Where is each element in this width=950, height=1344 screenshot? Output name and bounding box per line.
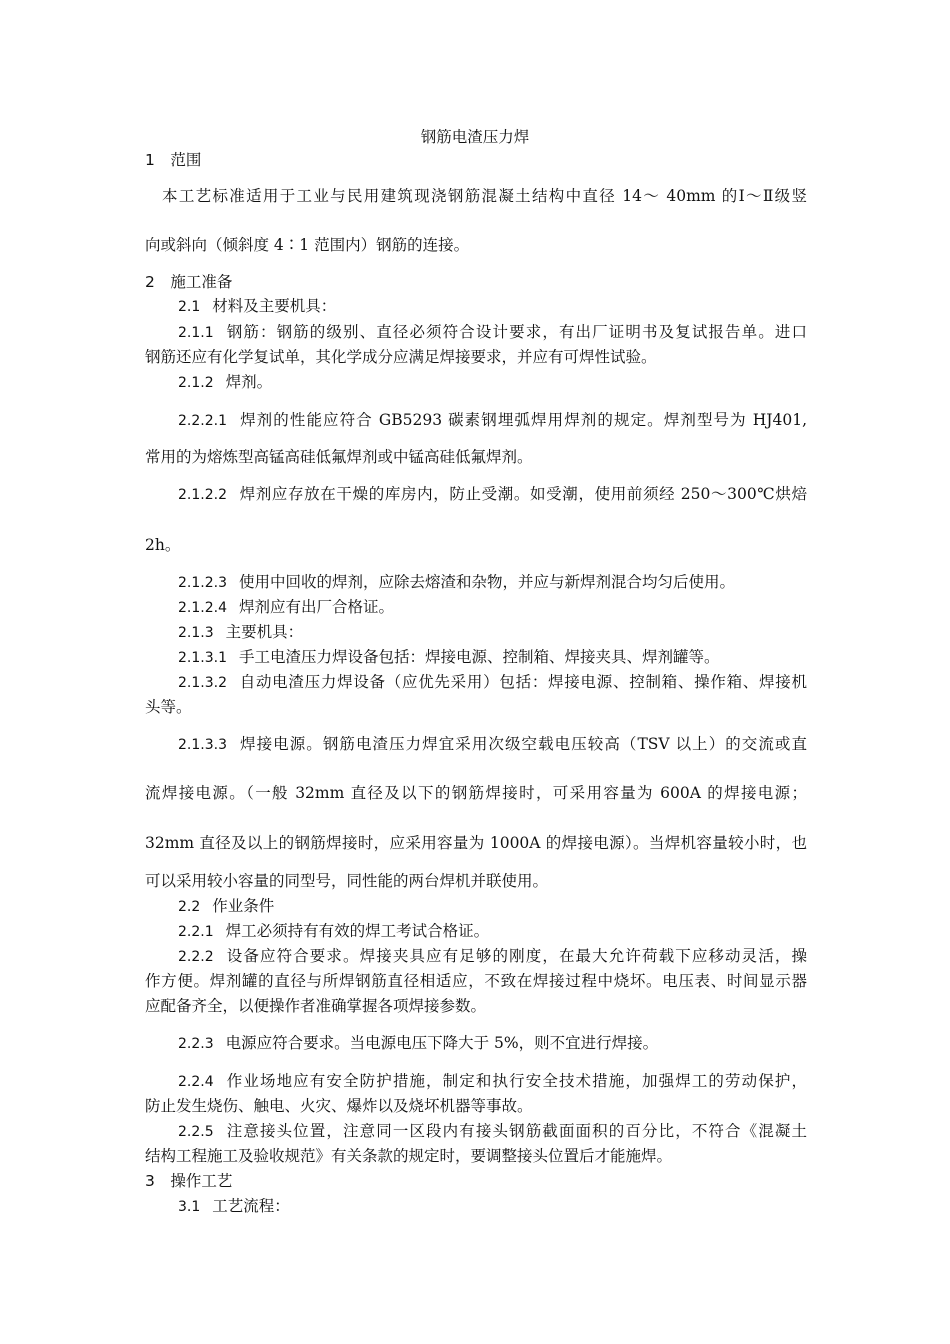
clause-text: 焊剂。 xyxy=(225,373,273,391)
clause-text: 手工电渣压力焊设备包括：焊接电源、控制箱、焊接夹具、焊剂罐等。 xyxy=(238,648,720,666)
clause-number: 2.2.4 xyxy=(178,1074,214,1090)
clause-text: 设备应符合要求。焊接夹具应有足够的刚度，在最大允许荷载下应移动灵活，操 xyxy=(225,947,807,965)
clause-2-2 xyxy=(178,896,807,917)
clause-text: 自动电渣压力焊设备（应优先采用）包括：焊接电源、控制箱、操作箱、焊接机 xyxy=(238,673,807,691)
clause-text: 主要机具： xyxy=(225,623,304,641)
clause-number: 2.1.3.1 xyxy=(178,650,227,666)
clause-2-2-5-line-1 xyxy=(178,1121,807,1142)
clause-number: 2.1 xyxy=(178,299,201,315)
clause-2-1-2-3 xyxy=(178,572,807,593)
clause-2-1-3 xyxy=(178,622,807,643)
clause-number: 2.1.3 xyxy=(178,625,214,641)
clause-2-2-2-line-3: 应配备齐全，以便操作者准确掌握各项焊接参数。 xyxy=(145,997,487,1015)
clause-number: 2.2.2 xyxy=(178,949,214,965)
clause-text: 电源应符合要求。当电源电压下降大于 5%，则不宜进行焊接。 xyxy=(225,1034,659,1052)
clause-2-1-2-4 xyxy=(178,597,807,618)
section-3-heading: 3 操作工艺 xyxy=(145,1172,233,1190)
clause-2-1-3-3-line-3: 32mm 直径及以上的钢筋焊接时，应采用容量为 1000A 的焊接电源）。当焊机容量较小时，也 xyxy=(145,834,807,852)
clause-2-1-3-3-line-2: 流焊接电源。（一般 32mm 直径及以下的钢筋焊接时，可采用容量为 600A 的焊接电源； xyxy=(145,784,807,802)
clause-text: 工艺流程： xyxy=(212,1197,290,1215)
clause-number: 2.1.3.3 xyxy=(178,737,227,753)
clause-2-1-1-line-2: 钢筋还应有化学复试单，其化学成分应满足焊接要求，并应有可焊性试验。 xyxy=(145,348,657,366)
clause-2-1-3-3-line-4: 可以采用较小容量的同型号，同性能的两台焊机并联使用。 xyxy=(145,872,549,890)
clause-2-2-2-1-line-1 xyxy=(178,410,807,431)
clause-2-2-4-line-2: 防止发生烧伤、触电、火灾、爆炸以及烧坏机器等事故。 xyxy=(145,1097,533,1115)
clause-text: 焊剂应存放在干燥的库房内，防止受潮。如受潮，使用前须经 250～300℃烘焙 xyxy=(238,485,807,503)
clause-number: 2.1.2.3 xyxy=(178,575,227,591)
clause-2-1-3-1 xyxy=(178,647,807,668)
clause-text: 焊剂应有出厂合格证。 xyxy=(238,598,394,616)
clause-2-2-2-1-line-2: 常用的为熔炼型高锰高硅低氟焊剂或中锰高硅低氟焊剂。 xyxy=(145,448,533,466)
clause-number: 2.1.3.2 xyxy=(178,675,227,691)
clause-2-2-1 xyxy=(178,921,807,942)
clause-2-1-2-2-line-1 xyxy=(178,484,807,505)
clause-number: 2.2.5 xyxy=(178,1124,214,1140)
clause-number: 2.2.2.1 xyxy=(178,413,227,429)
clause-text: 焊剂的性能应符合 GB5293 碳素钢埋弧焊用焊剂的规定。焊剂型号为 HJ401, xyxy=(238,411,807,429)
section-2-heading: 2 施工准备 xyxy=(145,273,233,291)
paragraph-scope-line-2: 向或斜向（倾斜度 4∶1 范围内）钢筋的连接。 xyxy=(145,236,470,254)
clause-2-2-4-line-1 xyxy=(178,1071,807,1092)
clause-2-1-3-3-line-1 xyxy=(178,734,807,755)
section-1-heading: 1 范围 xyxy=(145,151,202,169)
clause-text: 焊工必须持有有效的焊工考试合格证。 xyxy=(225,922,490,940)
clause-number: 3.1 xyxy=(178,1199,201,1215)
clause-2-1 xyxy=(178,296,807,317)
clause-text: 材料及主要机具： xyxy=(212,297,337,315)
clause-number: 2.1.2 xyxy=(178,375,214,391)
clause-2-2-5-line-2: 结构工程施工及验收规范》有关条款的规定时，要调整接头位置后才能施焊。 xyxy=(145,1147,673,1165)
clause-text: 钢筋：钢筋的级别、直径必须符合设计要求，有出厂证明书及复试报告单。进口 xyxy=(225,323,807,341)
clause-2-1-1-line-1 xyxy=(178,322,807,343)
clause-2-2-2-line-1 xyxy=(178,946,807,967)
paragraph-scope-line-1: 本工艺标准适用于工业与民用建筑现浇钢筋混凝土结构中直径 14～ 40mm 的Ⅰ～Ⅱ级竖 xyxy=(162,187,807,205)
clause-2-2-3 xyxy=(178,1033,807,1054)
clause-text: 作业条件 xyxy=(212,897,275,915)
clause-number: 2.2.3 xyxy=(178,1036,214,1052)
clause-text: 使用中回收的焊剂，应除去熔渣和杂物，并应与新焊剂混合均匀后使用。 xyxy=(238,573,735,591)
clause-2-2-2-line-2: 作方便。焊剂罐的直径与所焊钢筋直径相适应，不致在焊接过程中烧坏。电压表、时间显示器 xyxy=(145,972,807,990)
clause-number: 2.1.1 xyxy=(178,325,214,341)
clause-2-1-2 xyxy=(178,372,807,393)
clause-text: 焊接电源。钢筋电渣压力焊宜采用次级空载电压较高（TSV 以上）的交流或直 xyxy=(238,735,807,753)
clause-number: 2.1.2.4 xyxy=(178,600,227,616)
clause-number: 2.2.1 xyxy=(178,924,214,940)
clause-2-1-2-2-line-2: 2h。 xyxy=(145,536,181,554)
clause-number: 2.2 xyxy=(178,899,201,915)
clause-2-1-3-2-line-2: 头等。 xyxy=(145,698,192,716)
clause-2-1-3-2-line-1 xyxy=(178,672,807,693)
page-title: 钢筋电渣压力焊 xyxy=(420,128,530,146)
clause-3-1 xyxy=(178,1196,807,1217)
clause-number: 2.1.2.2 xyxy=(178,487,227,503)
clause-text: 作业场地应有安全防护措施，制定和执行安全技术措施，加强焊工的劳动保护， xyxy=(225,1072,807,1090)
clause-text: 注意接头位置，注意同一区段内有接头钢筋截面面积的百分比，不符合《混凝土 xyxy=(225,1122,807,1140)
